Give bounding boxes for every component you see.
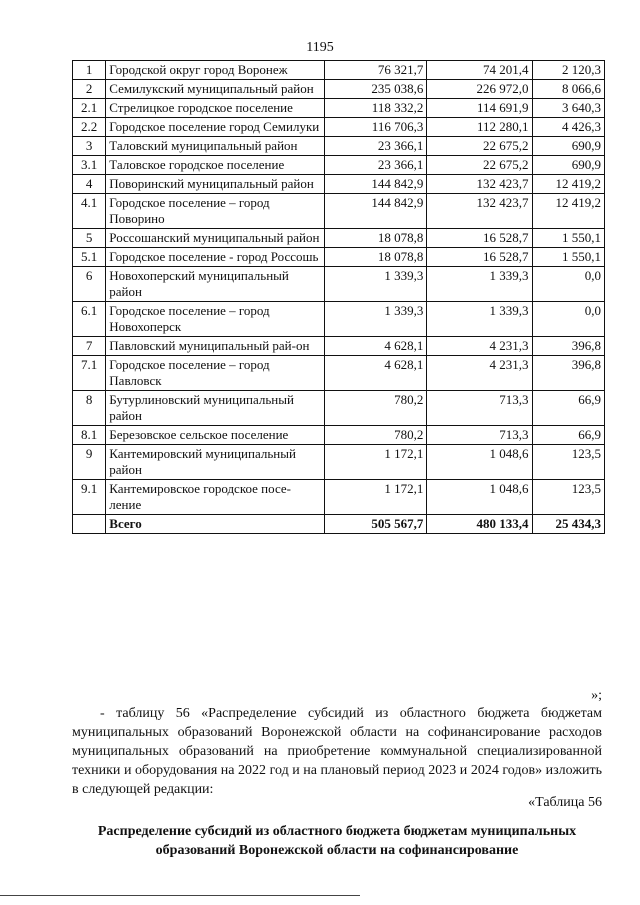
cell-name: Кантемировский муниципальный район [106, 445, 325, 480]
cell-v1: 1 339,3 [324, 267, 426, 302]
cell-v1: 18 078,8 [324, 229, 426, 248]
cell-num: 5.1 [73, 248, 106, 267]
table-row [73, 302, 605, 337]
cell-v2: 4 231,3 [427, 356, 532, 391]
cell-v1: 76 321,7 [324, 61, 426, 80]
closing-quote-mark: »; [591, 688, 602, 703]
cell-v1: 23 366,1 [324, 137, 426, 156]
cell-name: Бутурлиновский муниципальный район [106, 391, 325, 426]
table-row [73, 426, 605, 445]
cell-v2: 480 133,4 [427, 515, 532, 534]
table-row [73, 61, 605, 80]
cell-name: Городской округ город Воронеж [106, 61, 325, 80]
cell-v3: 12 419,2 [532, 175, 605, 194]
table-row [73, 156, 605, 175]
cell-v2: 713,3 [427, 426, 532, 445]
table-row [73, 229, 605, 248]
amendment-paragraph: - таблицу 56 «Распределение субсидий из областного бюджета бюджетам муниципальных образований Воронежской области на софинансирование расходов муниципальных образований на приобретение коммунальной специализированной техники и оборудования на 2022 год и на плановый период 2023 и 2024 годов» изложить в следующей редакции: [72, 706, 602, 797]
cell-num: 1 [73, 61, 106, 80]
cell-num: 3 [73, 137, 106, 156]
cell-name: Городское поселение – город Новохоперск [106, 302, 325, 337]
cell-v1: 235 038,6 [324, 80, 426, 99]
cell-v1: 1 172,1 [324, 480, 426, 515]
cell-v2: 112 280,1 [427, 118, 532, 137]
table-row [73, 480, 605, 515]
cell-v2: 132 423,7 [427, 175, 532, 194]
cell-name: Поворинский муниципальный район [106, 175, 325, 194]
cell-num: 7 [73, 337, 106, 356]
cell-v3: 66,9 [532, 426, 605, 445]
table-row [73, 194, 605, 229]
cell-v2: 22 675,2 [427, 156, 532, 175]
cell-v2: 74 201,4 [427, 61, 532, 80]
cell-v3: 4 426,3 [532, 118, 605, 137]
table-row [73, 445, 605, 480]
cell-v2: 226 972,0 [427, 80, 532, 99]
cell-num: 6.1 [73, 302, 106, 337]
cell-v3: 3 640,3 [532, 99, 605, 118]
cell-name: Павловский муниципальный рай-он [106, 337, 325, 356]
cell-v3: 123,5 [532, 480, 605, 515]
page-number: 1195 [306, 40, 334, 55]
cell-v1: 18 078,8 [324, 248, 426, 267]
cell-v1: 116 706,3 [324, 118, 426, 137]
cell-v1: 4 628,1 [324, 337, 426, 356]
table-row [73, 137, 605, 156]
cell-v1: 780,2 [324, 426, 426, 445]
cell-v1: 4 628,1 [324, 356, 426, 391]
table-row [73, 80, 605, 99]
cell-v3: 396,8 [532, 337, 605, 356]
cell-v1: 144 842,9 [324, 175, 426, 194]
cell-name: Городское поселение - город Россошь [106, 248, 325, 267]
table-row [73, 267, 605, 302]
bottom-rule [0, 895, 360, 896]
cell-num: 9.1 [73, 480, 106, 515]
cell-v3: 396,8 [532, 356, 605, 391]
cell-name: Всего [106, 515, 325, 534]
cell-v2: 16 528,7 [427, 229, 532, 248]
cell-name: Россошанский муниципальный район [106, 229, 325, 248]
table-body [73, 61, 605, 534]
cell-v1: 505 567,7 [324, 515, 426, 534]
table-row [73, 118, 605, 137]
cell-v1: 118 332,2 [324, 99, 426, 118]
cell-v3: 25 434,3 [532, 515, 605, 534]
cell-num: 6 [73, 267, 106, 302]
cell-v1: 780,2 [324, 391, 426, 426]
cell-num: 2.1 [73, 99, 106, 118]
cell-name: Таловский муниципальный район [106, 137, 325, 156]
cell-name: Городское поселение – город Павловск [106, 356, 325, 391]
cell-v2: 16 528,7 [427, 248, 532, 267]
table-label: «Таблица 56 [528, 795, 602, 810]
cell-v1: 1 172,1 [324, 445, 426, 480]
cell-num: 4.1 [73, 194, 106, 229]
cell-v3: 123,5 [532, 445, 605, 480]
cell-name: Стрелицкое городское поселение [106, 99, 325, 118]
cell-num [73, 515, 106, 534]
cell-v3: 1 550,1 [532, 248, 605, 267]
cell-num: 3.1 [73, 156, 106, 175]
cell-num: 4 [73, 175, 106, 194]
cell-v1: 23 366,1 [324, 156, 426, 175]
cell-name: Березовское сельское поселение [106, 426, 325, 445]
table-row [73, 337, 605, 356]
cell-num: 2.2 [73, 118, 106, 137]
table-row [73, 99, 605, 118]
cell-v2: 132 423,7 [427, 194, 532, 229]
cell-v2: 1 339,3 [427, 267, 532, 302]
cell-v2: 1 048,6 [427, 445, 532, 480]
cell-num: 2 [73, 80, 106, 99]
subsidy-table [72, 60, 605, 534]
cell-v2: 713,3 [427, 391, 532, 426]
cell-name: Таловское городское поселение [106, 156, 325, 175]
cell-v3: 0,0 [532, 267, 605, 302]
cell-num: 7.1 [73, 356, 106, 391]
cell-v3: 690,9 [532, 156, 605, 175]
total-row [73, 515, 605, 534]
cell-v2: 4 231,3 [427, 337, 532, 356]
cell-v3: 690,9 [532, 137, 605, 156]
cell-v2: 114 691,9 [427, 99, 532, 118]
cell-v3: 0,0 [532, 302, 605, 337]
cell-name: Новохоперский муниципальный район [106, 267, 325, 302]
cell-num: 5 [73, 229, 106, 248]
table-row [73, 248, 605, 267]
cell-v3: 1 550,1 [532, 229, 605, 248]
cell-v1: 144 842,9 [324, 194, 426, 229]
cell-name: Кантемировское городское посе-ление [106, 480, 325, 515]
cell-num: 8.1 [73, 426, 106, 445]
table-row [73, 175, 605, 194]
cell-name: Семилукский муниципальный район [106, 80, 325, 99]
table-row [73, 356, 605, 391]
cell-name: Городское поселение – город Поворино [106, 194, 325, 229]
cell-num: 8 [73, 391, 106, 426]
cell-v3: 8 066,6 [532, 80, 605, 99]
cell-v2: 1 339,3 [427, 302, 532, 337]
cell-v2: 22 675,2 [427, 137, 532, 156]
cell-name: Городское поселение город Семилуки [106, 118, 325, 137]
cell-num: 9 [73, 445, 106, 480]
cell-v2: 1 048,6 [427, 480, 532, 515]
cell-v3: 66,9 [532, 391, 605, 426]
cell-v3: 12 419,2 [532, 194, 605, 229]
cell-v1: 1 339,3 [324, 302, 426, 337]
table-heading: Распределение субсидий из областного бюджета бюджетам муниципальных образований Воронежской области на софинансирование [97, 824, 577, 858]
table-row [73, 391, 605, 426]
cell-v3: 2 120,3 [532, 61, 605, 80]
